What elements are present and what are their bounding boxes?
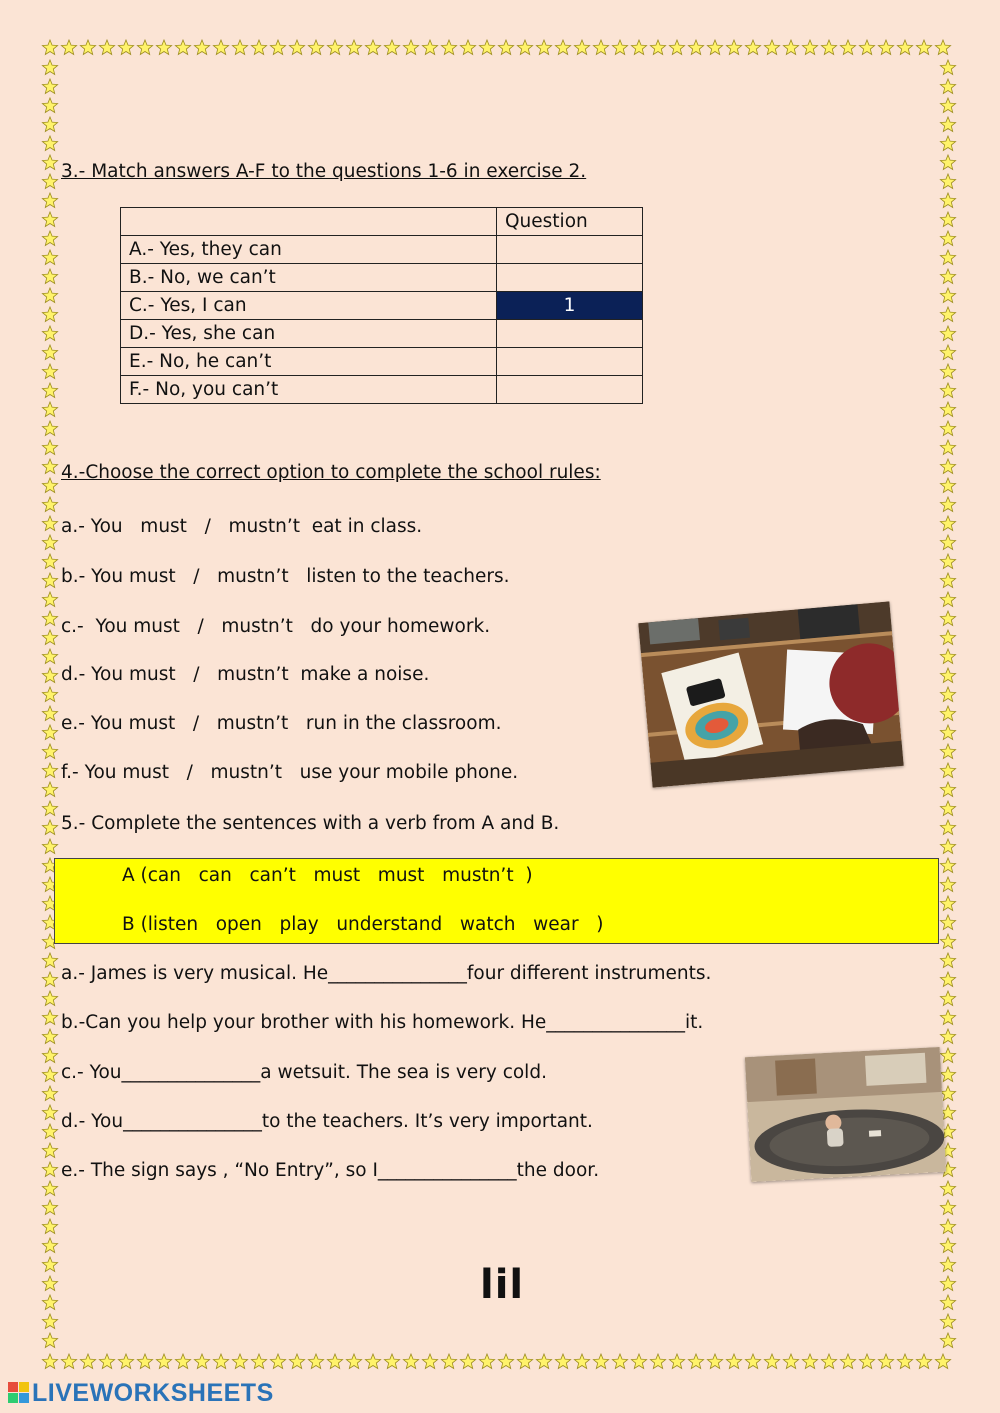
- star-icon: [940, 991, 955, 1005]
- star-icon: [940, 269, 955, 283]
- star-icon: [878, 1354, 893, 1368]
- star-icon: [726, 1354, 741, 1368]
- star-icon: [897, 1354, 912, 1368]
- answer-label: B.- No, we can’t: [121, 264, 497, 292]
- star-icon: [42, 497, 57, 511]
- star-icon: [940, 212, 955, 226]
- star-icon: [935, 40, 950, 54]
- star-icon: [42, 535, 57, 549]
- star-icon: [688, 40, 703, 54]
- star-icon: [940, 1200, 955, 1214]
- star-icon: [555, 1354, 570, 1368]
- star-icon: [422, 40, 437, 54]
- star-icon: [940, 573, 955, 587]
- star-icon: [232, 1354, 247, 1368]
- star-icon: [42, 212, 57, 226]
- star-icon: [42, 516, 57, 530]
- star-icon: [764, 1354, 779, 1368]
- star-icon: [365, 40, 380, 54]
- star-icon: [270, 40, 285, 54]
- star-icon: [940, 1181, 955, 1195]
- star-icon: [940, 858, 955, 872]
- star-icon: [940, 459, 955, 473]
- star-icon: [745, 40, 760, 54]
- child-on-rug-photo: [745, 1047, 946, 1182]
- star-icon: [574, 40, 589, 54]
- star-icon: [940, 364, 955, 378]
- star-icon: [42, 1010, 57, 1024]
- answer-label: C.- Yes, I can: [121, 292, 497, 320]
- star-icon: [593, 1354, 608, 1368]
- star-icon: [365, 1354, 380, 1368]
- star-icon: [940, 782, 955, 796]
- answer-label: E.- No, he can’t: [121, 348, 497, 376]
- star-icon: [137, 1354, 152, 1368]
- star-icon: [916, 40, 931, 54]
- liveworksheets-logo-text: LIVEWORKSHEETS: [32, 1378, 274, 1407]
- star-icon: [194, 40, 209, 54]
- star-icon: [940, 1257, 955, 1271]
- exercise4-heading: 4.-Choose the correct option to complete the school rules:: [61, 462, 601, 483]
- answer-label: F.- No, you can’t: [121, 376, 497, 404]
- star-icon: [650, 40, 665, 54]
- star-icon: [80, 40, 95, 54]
- star-icon: [42, 782, 57, 796]
- question-input[interactable]: [497, 264, 643, 292]
- star-icon: [42, 820, 57, 834]
- star-icon: [498, 40, 513, 54]
- star-icon: [42, 763, 57, 777]
- star-icon: [42, 136, 57, 150]
- table-row: [121, 320, 643, 348]
- star-icon: [940, 231, 955, 245]
- star-icon: [42, 1086, 57, 1100]
- star-icon: [745, 1354, 760, 1368]
- star-icon: [42, 40, 57, 54]
- star-icon: [156, 40, 171, 54]
- star-icon: [61, 40, 76, 54]
- star-icon: [631, 40, 646, 54]
- star-icon: [42, 79, 57, 93]
- star-icon: [460, 40, 475, 54]
- star-icon: [916, 1354, 931, 1368]
- star-icon: [42, 326, 57, 340]
- star-icon: [346, 40, 361, 54]
- star-icon: [42, 117, 57, 131]
- star-icon: [42, 250, 57, 264]
- table-row: [121, 292, 643, 320]
- liveworksheets-logo[interactable]: [8, 1380, 274, 1406]
- star-icon: [42, 288, 57, 302]
- star-icon: [42, 706, 57, 720]
- star-icon: [940, 497, 955, 511]
- star-icon: [42, 383, 57, 397]
- star-icon: [42, 364, 57, 378]
- star-icon: [859, 1354, 874, 1368]
- star-icon: [940, 516, 955, 530]
- star-icon: [517, 1354, 532, 1368]
- rule-item-a[interactable]: a.- You must / mustn’t eat in class.: [61, 516, 423, 537]
- star-icon: [99, 40, 114, 54]
- table-row: [121, 376, 643, 404]
- rule-item-b[interactable]: b.- You must / mustn’t listen to the teachers.: [61, 566, 510, 587]
- star-icon: [940, 402, 955, 416]
- star-icon: [631, 1354, 646, 1368]
- star-icon: [99, 1354, 114, 1368]
- table-header-empty: [121, 208, 497, 236]
- star-icon: [42, 307, 57, 321]
- star-icon: [935, 1354, 950, 1368]
- table-header-row: [121, 208, 643, 236]
- star-icon: [940, 820, 955, 834]
- star-icon: [403, 40, 418, 54]
- star-icon: [270, 1354, 285, 1368]
- rule-item-e[interactable]: e.- You must / mustn’t run in the classroom.: [61, 713, 502, 734]
- star-icon: [940, 79, 955, 93]
- star-icon: [821, 40, 836, 54]
- star-icon: [940, 307, 955, 321]
- star-icon: [308, 1354, 323, 1368]
- sentence-item-a[interactable]: a.- James is very musical. He_______________four different instruments.: [61, 963, 712, 984]
- star-icon: [764, 40, 779, 54]
- star-icon: [940, 554, 955, 568]
- word-box-line-a: A (can can can’t must must mustn’t ): [122, 865, 533, 886]
- star-icon: [940, 1219, 955, 1233]
- star-icon: [612, 1354, 627, 1368]
- star-border-bottom: [40, 1352, 960, 1372]
- star-icon: [42, 231, 57, 245]
- star-icon: [80, 1354, 95, 1368]
- star-icon: [940, 155, 955, 169]
- star-icon: [42, 1314, 57, 1328]
- star-icon: [289, 40, 304, 54]
- star-icon: [42, 1124, 57, 1138]
- star-icon: [940, 649, 955, 663]
- star-icon: [42, 60, 57, 74]
- star-icon: [940, 839, 955, 853]
- star-icon: [42, 440, 57, 454]
- star-icon: [840, 40, 855, 54]
- star-icon: [42, 174, 57, 188]
- star-icon: [555, 40, 570, 54]
- table-row: [121, 348, 643, 376]
- star-icon: [940, 117, 955, 131]
- star-icon: [940, 174, 955, 188]
- star-icon: [593, 40, 608, 54]
- answer-label: D.- Yes, she can: [121, 320, 497, 348]
- sentence-item-e[interactable]: e.- The sign says , “No Entry”, so I_______________the door.: [61, 1160, 600, 1181]
- star-icon: [42, 1162, 57, 1176]
- match-table: [120, 207, 643, 404]
- star-icon: [403, 1354, 418, 1368]
- star-icon: [726, 40, 741, 54]
- star-icon: [42, 421, 57, 435]
- exercise5-heading: 5.- Complete the sentences with a verb from A and B.: [61, 813, 560, 834]
- star-icon: [42, 1181, 57, 1195]
- star-icon: [940, 345, 955, 359]
- star-icon: [42, 155, 57, 169]
- star-icon: [327, 40, 342, 54]
- star-icon: [940, 1067, 955, 1081]
- star-icon: [821, 1354, 836, 1368]
- star-icon: [940, 915, 955, 929]
- table-header-question: Question: [497, 208, 643, 236]
- star-icon: [498, 1354, 513, 1368]
- star-icon: [42, 345, 57, 359]
- star-icon: [940, 1276, 955, 1290]
- table-row: [121, 236, 643, 264]
- star-icon: [669, 40, 684, 54]
- star-icon: [940, 1048, 955, 1062]
- star-icon: [42, 1219, 57, 1233]
- star-icon: [802, 1354, 817, 1368]
- star-icon: [940, 98, 955, 112]
- star-icon: [536, 1354, 551, 1368]
- star-icon: [42, 744, 57, 758]
- star-icon: [940, 896, 955, 910]
- star-icon: [517, 40, 532, 54]
- star-icon: [783, 40, 798, 54]
- star-icon: [441, 40, 456, 54]
- star-icon: [194, 1354, 209, 1368]
- star-icon: [42, 592, 57, 606]
- star-icon: [650, 1354, 665, 1368]
- liveworksheets-logo-icon: [8, 1382, 30, 1404]
- star-icon: [42, 554, 57, 568]
- star-icon: [156, 1354, 171, 1368]
- star-icon: [940, 1333, 955, 1347]
- rule-item-d[interactable]: d.- You must / mustn’t make a noise.: [61, 664, 430, 685]
- star-icon: [42, 687, 57, 701]
- star-icon: [42, 972, 57, 986]
- star-icon: [940, 953, 955, 967]
- star-icon: [878, 40, 893, 54]
- star-icon: [175, 40, 190, 54]
- star-icon: [940, 1010, 955, 1024]
- star-icon: [42, 1257, 57, 1271]
- star-icon: [940, 801, 955, 815]
- rule-item-f[interactable]: f.- You must / mustn’t use your mobile phone.: [61, 762, 519, 783]
- star-icon: [940, 478, 955, 492]
- star-icon: [612, 40, 627, 54]
- rule-item-c[interactable]: c.- You must / mustn’t do your homework.: [61, 616, 491, 637]
- classroom-desk-photo: [638, 601, 903, 787]
- star-icon: [308, 40, 323, 54]
- star-icon: [289, 1354, 304, 1368]
- star-icon: [175, 1354, 190, 1368]
- star-icon: [42, 402, 57, 416]
- star-icon: [940, 383, 955, 397]
- star-icon: [669, 1354, 684, 1368]
- star-icon: [479, 1354, 494, 1368]
- star-icon: [940, 193, 955, 207]
- star-icon: [213, 40, 228, 54]
- star-icon: [42, 649, 57, 663]
- star-icon: [42, 725, 57, 739]
- star-icon: [940, 744, 955, 758]
- question-input[interactable]: [497, 376, 643, 404]
- star-icon: [940, 440, 955, 454]
- star-icon: [213, 1354, 228, 1368]
- star-icon: [42, 953, 57, 967]
- star-border-top: [40, 38, 960, 58]
- star-icon: [897, 40, 912, 54]
- question-input[interactable]: [497, 236, 643, 264]
- star-icon: [940, 60, 955, 74]
- star-icon: [42, 1048, 57, 1062]
- question-input[interactable]: [497, 348, 643, 376]
- exercise3-heading: 3.- Match answers A-F to the questions 1-6 in exercise 2.: [61, 161, 587, 182]
- star-icon: [42, 1276, 57, 1290]
- star-icon: [42, 193, 57, 207]
- sentence-item-b[interactable]: b.-Can you help your brother with his homework. He_______________it.: [61, 1012, 704, 1033]
- star-icon: [42, 98, 57, 112]
- star-icon: [940, 725, 955, 739]
- star-icon: [346, 1354, 361, 1368]
- star-icon: [42, 1295, 57, 1309]
- star-icon: [940, 1238, 955, 1252]
- star-icon: [42, 839, 57, 853]
- table-row: [121, 264, 643, 292]
- star-icon: [940, 326, 955, 340]
- star-icon: [940, 1314, 955, 1328]
- star-icon: [42, 478, 57, 492]
- star-icon: [118, 40, 133, 54]
- star-icon: [536, 40, 551, 54]
- star-icon: [460, 1354, 475, 1368]
- star-icon: [940, 706, 955, 720]
- star-icon: [42, 573, 57, 587]
- star-icon: [251, 1354, 266, 1368]
- star-icon: [940, 934, 955, 948]
- star-icon: [42, 991, 57, 1005]
- star-icon: [707, 1354, 722, 1368]
- star-icon: [940, 611, 955, 625]
- answer-label: A.- Yes, they can: [121, 236, 497, 264]
- star-icon: [384, 40, 399, 54]
- star-icon: [42, 459, 57, 473]
- star-icon: [783, 1354, 798, 1368]
- star-icon: [42, 1067, 57, 1081]
- star-icon: [42, 1354, 57, 1368]
- sentence-item-d[interactable]: d.- You_______________to the teachers. It’s very important.: [61, 1111, 593, 1132]
- star-icon: [707, 40, 722, 54]
- star-icon: [422, 1354, 437, 1368]
- word-box-line-b: B (listen open play understand watch wear ): [122, 914, 604, 935]
- star-icon: [42, 630, 57, 644]
- star-icon: [940, 288, 955, 302]
- star-icon: [940, 630, 955, 644]
- star-icon: [940, 972, 955, 986]
- star-icon: [940, 136, 955, 150]
- star-icon: [42, 269, 57, 283]
- star-icon: [441, 1354, 456, 1368]
- star-icon: [940, 763, 955, 777]
- star-icon: [42, 1333, 57, 1347]
- star-icon: [940, 421, 955, 435]
- star-icon: [137, 40, 152, 54]
- question-input[interactable]: [497, 320, 643, 348]
- star-icon: [940, 687, 955, 701]
- star-icon: [118, 1354, 133, 1368]
- footer-mark: lil: [480, 1262, 525, 1308]
- star-icon: [42, 1105, 57, 1119]
- star-icon: [940, 877, 955, 891]
- star-icon: [42, 1200, 57, 1214]
- star-icon: [232, 40, 247, 54]
- star-icon: [802, 40, 817, 54]
- word-box: [54, 858, 939, 944]
- question-input-filled[interactable]: 1: [497, 292, 643, 320]
- star-icon: [840, 1354, 855, 1368]
- star-icon: [42, 801, 57, 815]
- star-icon: [42, 611, 57, 625]
- star-icon: [42, 1143, 57, 1157]
- star-icon: [42, 1238, 57, 1252]
- star-border-left: [40, 58, 60, 1354]
- star-icon: [251, 40, 266, 54]
- star-icon: [688, 1354, 703, 1368]
- star-icon: [42, 668, 57, 682]
- star-icon: [384, 1354, 399, 1368]
- sentence-item-c[interactable]: c.- You_______________a wetsuit. The sea is very cold.: [61, 1062, 547, 1083]
- star-icon: [940, 1086, 955, 1100]
- star-icon: [940, 1029, 955, 1043]
- star-icon: [479, 40, 494, 54]
- star-icon: [859, 40, 874, 54]
- star-icon: [574, 1354, 589, 1368]
- star-icon: [940, 668, 955, 682]
- star-icon: [42, 1029, 57, 1043]
- star-icon: [940, 592, 955, 606]
- star-icon: [61, 1354, 76, 1368]
- star-icon: [940, 1295, 955, 1309]
- star-icon: [940, 535, 955, 549]
- star-icon: [327, 1354, 342, 1368]
- star-icon: [940, 250, 955, 264]
